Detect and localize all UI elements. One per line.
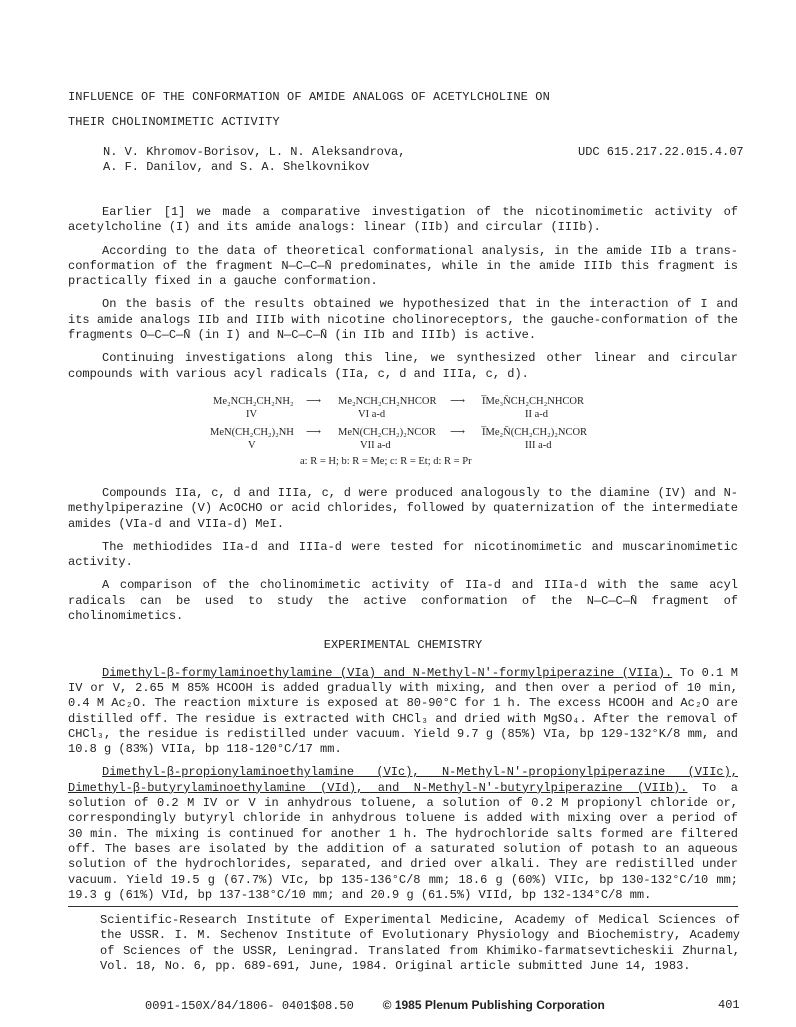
authors-line-2: A. F. Danilov, and S. A. Shelkovnikov <box>103 160 370 175</box>
authors <box>103 145 503 176</box>
experimental-paragraph-2 <box>68 765 738 903</box>
paragraph-3: On the basis of the results obtained we hypothesized that in the interaction of I and its amide analogs IIb and IIIb with nicotine cholinoreceptors, the gauche-conformation of the fragments O—C—C—N̄ (in I) and N—C—C—N̄ (in IIb and IIIb) is active. <box>68 297 738 343</box>
experimental-paragraph-1 <box>68 666 738 758</box>
title-line-2: THEIR CHOLINOMIMETIC ACTIVITY <box>68 115 280 130</box>
page-number: 401 <box>718 998 740 1012</box>
footnote-divider <box>68 906 738 907</box>
scheme-compound-v: MeN(CH₂CH₂)₂NH <box>210 426 294 438</box>
scheme-arrow-4: ⟶ <box>450 426 466 438</box>
scheme-compound-iii: I̅Me₂N̄(CH₂CH₂)₂NCOR <box>482 426 588 438</box>
scheme-label-vii: VII a-d <box>360 439 391 451</box>
scheme-compound-ii: I̅Me₃N̄CH₂CH₂NHCOR <box>482 395 584 407</box>
paragraph-4: Continuing investigations along this line, we synthesized other linear and circular compounds with various acyl radicals (IIa, c, d and IIIa, c, d). <box>68 351 738 381</box>
scheme-label-iii: III a-d <box>525 439 552 451</box>
scheme-arrow-2: ⟶ <box>450 395 466 407</box>
paragraph-5: Compounds IIa, c, d and IIIa, c, d were produced analogously to the diamine (IV) and N-methylpiperazine (V) AcOCHO or acid chlorides, followed by quaternization of the intermediate amides (VIa-d and VIIa-d) MeI. <box>68 485 738 531</box>
paragraph-7: A comparison of the cholinomimetic activity of IIa-d and IIIa-d with the same acyl radicals can be used to study the active conformation of the N—C—C—N̄ fragment of cholinomimetics. <box>68 578 738 624</box>
scheme-arrow-1: ⟶ <box>306 395 322 407</box>
scheme-label-vi: VI a-d <box>358 408 386 420</box>
section-heading: EXPERIMENTAL CHEMISTRY <box>323 638 483 653</box>
authors-line-1: N. V. Khromov-Borisov, L. N. Aleksandrova, <box>103 145 406 159</box>
bottom-line <box>145 998 605 1014</box>
scheme-label-ii: II a-d <box>525 408 549 420</box>
article-code: 0091-150X/84/1806- 0401$08.50 <box>145 999 354 1013</box>
article-title <box>68 90 728 141</box>
paragraph-6: The methiodides IIa-d and IIIa-d were tested for nicotinomimetic and muscarinomimetic activity. <box>68 539 738 570</box>
exp2-text: To a solution of 0.2 M IV or V in anhydrous toluene, a solution of 0.2 M propionyl chloride or, correspondingly butyryl chloride in anhydrous toluene is added with mixing over a period of 30 min. The mixing is continued for another 1 h. The hydrochloride salts formed are filtered off. The bases are isolated by the addition of a saturated solution of potash to an aqueous solution of the hydrochlorides, separated, and dried over alkali. They are redistilled under vacuum. Yield 19.5 g (67.7%) VIc, bp 135-136°C/8 mm; 18.6 g (60%) VIIc, bp 130-132°C/10 mm; 19.3 g (61%) VId, bp 137-138°C/10 mm; and 20.9 g (61.5%) VIId, bp 132-134°C/8 mm. <box>68 780 739 902</box>
title-line-1: INFLUENCE OF THE CONFORMATION OF AMIDE ANALOGS OF ACETYLCHOLINE ON <box>68 90 550 104</box>
exp1-text: To 0.1 M IV or V, 2.65 M 85% HCOOH is added gradually with mixing, and then over a period of 10 min, 0.4 M Ac₂O. The reaction mixture is exposed at 80-90°C for 1 h. The excess HCOOH and Ac₂O are distilled off. The residue is extracted with CHCl₃ and dried with MgSO₄. After the removal of CHCl₃, the residue is redistilled under vacuum. Yield 9.7 g (85%) VIa, bp 129-132°K/8 mm, and 10.8 g (83%) VIIa, bp 118-120°C/17 mm. <box>68 665 738 757</box>
paragraph-1: Earlier [1] we made a comparative investigation of the nicotinomimetic activity of acetylcholine (I) and its amide analogs: linear (IIb) and circular (IIIb). <box>68 205 738 235</box>
footnote: Scientific-Research Institute of Experimental Medicine, Academy of Medical Sciences of the USSR. I. M. Sechenov Institute of Evolutionary Physiology and Biochemistry, Academy of Sciences of the USSR, Leningrad. Translated from Khimiko-farmatsevticheskii Zhurnal, Vol. 18, No. 6, pp. 689-691, June, 1984. Original article submitted June 14, 1983. <box>100 913 740 973</box>
article-body <box>68 205 738 911</box>
scheme-compound-vii: MeN(CH₂CH₂)₂NCOR <box>338 426 436 438</box>
exp2-title: Dimethyl-β-propionylaminoethylamine (VIc), N-Methyl-N'-propionylpiperazine (VIIc), Dimethyl-β-butyrylaminoethylamine (VId), and N-Methyl-N'-butyrylpiperazine (VIIb). <box>68 765 738 795</box>
scheme-compound-iv: Me₂NCH₂CH₂NH₂ <box>213 395 294 407</box>
paragraph-2: According to the data of theoretical conformational analysis, in the amide IIb a trans-conformation of the fragment N—C—C—N̄ predominates, while in the amide IIIb this fragment is practically fixed in a gauche conformation. <box>68 243 738 289</box>
scheme-legend: a: R = H; b: R = Me; c: R = Et; d: R = Pr <box>300 455 472 467</box>
reaction-scheme <box>68 390 738 476</box>
udc-code: UDC 615.217.22.015.4.07 <box>578 145 744 159</box>
scheme-arrow-3: ⟶ <box>306 426 322 438</box>
scheme-label-iv: IV <box>246 408 258 420</box>
exp1-title: Dimethyl-β-formylaminoethylamine (VIa) and N-Methyl-N'-formylpiperazine (VIIa). <box>102 665 673 680</box>
scheme-label-v: V <box>248 439 256 451</box>
scheme-compound-vi: Me₂NCH₂CH₂NHCOR <box>338 395 437 407</box>
copyright: © 1985 Plenum Publishing Corporation <box>382 998 605 1012</box>
